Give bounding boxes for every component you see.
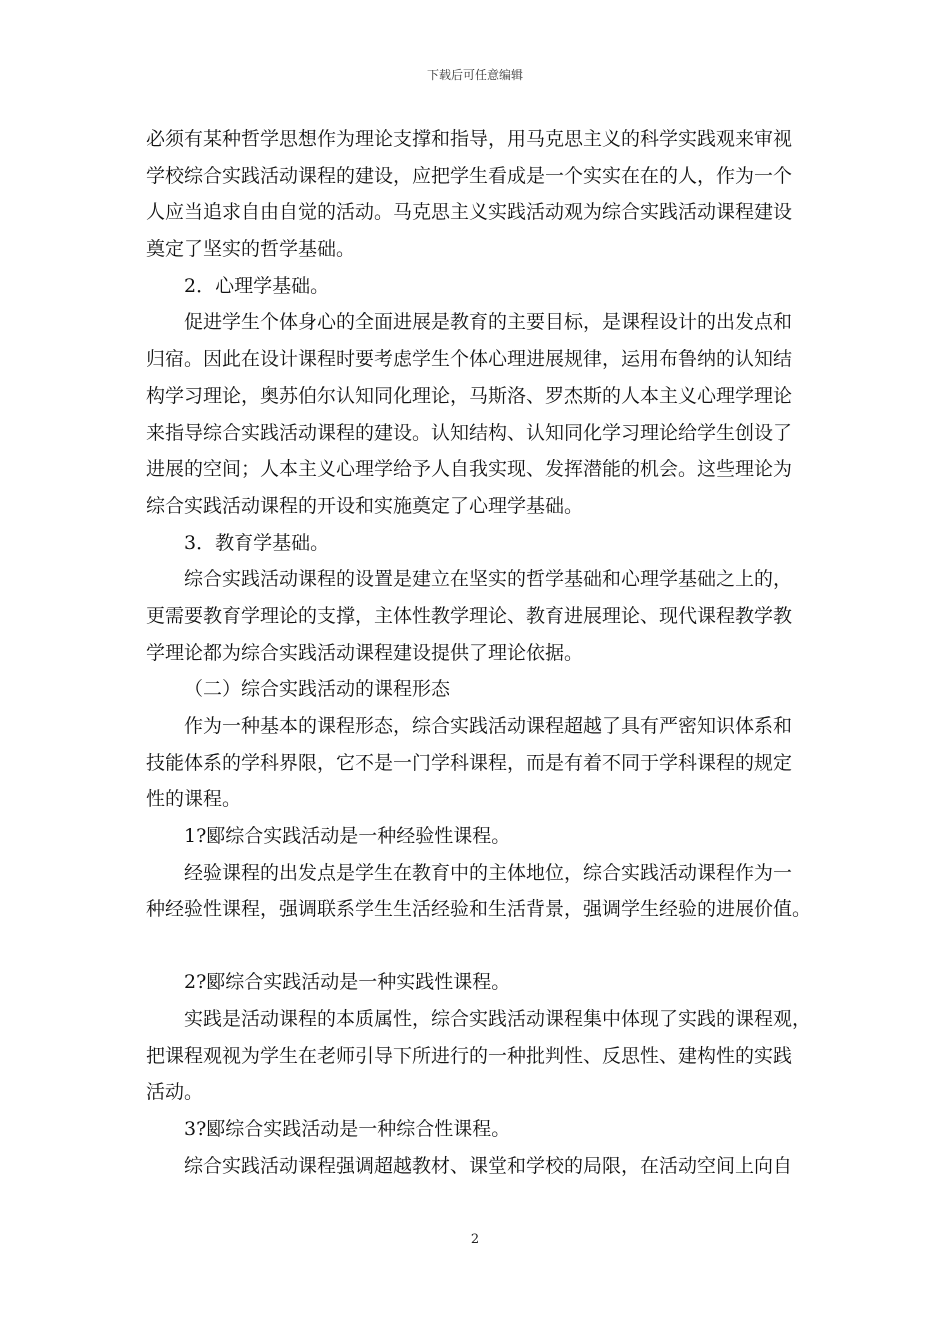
paragraph-start: 促进学生个体身心的全面进展是教育的主要目标，是课程设计的出发点和 (184, 311, 793, 334)
text-line: 综合实践活动课程的开设和实施奠定了心理学基础。 (146, 494, 584, 517)
text-line: 种经验性课程，强调联系学生生活经验和生活背景，强调学生经验的进展价值。 (146, 898, 812, 921)
section-heading-psychology: 2．心理学基础。 (184, 274, 330, 297)
text-line: 性的课程。 (146, 788, 242, 811)
paragraph-start: 综合实践活动课程的设置是建立在坚实的哲学基础和心理学基础之上的， (184, 568, 793, 591)
paragraph-gap (146, 928, 826, 964)
text-line: 技能体系的学科界限，它不是一门学科课程，而是有着不同于学科课程的规定 (146, 751, 793, 774)
paragraph-start: 作为一种基本的课程形态，综合实践活动课程超越了具有严密知识体系和 (184, 715, 793, 737)
paragraph-start: 实践是活动课程的本质属性，综合实践活动课程集中体现了实践的课程观， (184, 1007, 812, 1030)
subheading-experiential: 1?郾综合实践活动是一种经验性课程。 (184, 825, 511, 848)
paragraph-start: 综合实践活动课程强调超越教材、课堂和学校的局限，在活动空间上向自 (184, 1154, 793, 1177)
paragraph-start: 经验课程的出发点是学生在教育中的主体地位，综合实践活动课程作为一 (184, 861, 793, 884)
text-line: 更需要教育学理论的支撑，主体性教学理论、教育进展理论、现代课程教学教 (146, 604, 793, 627)
text-line: 学理论都为综合实践活动课程建设提供了理论依据。 (146, 641, 584, 664)
text-line: 来指导综合实践活动课程的建设。认知结构、认知同化学习理论给学生创设了 (146, 421, 793, 444)
section-heading-course-form: （二）综合实践活动的课程形态 (184, 678, 451, 701)
subheading-comprehensive: 3?郾综合实践活动是一种综合性课程。 (184, 1117, 511, 1140)
text-line: 把课程观视为学生在老师引导下所进行的一种批判性、反思性、建构性的实践 (146, 1044, 793, 1067)
document-body (146, 121, 826, 1184)
text-line: 活动。 (146, 1081, 204, 1104)
section-heading-education: 3．教育学基础。 (184, 531, 330, 554)
page-header: 下载后可任意编辑 (426, 68, 523, 82)
text-line: 归宿。因此在设计课程时要考虑学生个体心理进展规律，运用布鲁纳的认知结 (146, 348, 793, 371)
text-line: 构学习理论，奥苏伯尔认知同化理论，马斯洛、罗杰斯的人本主义心理学理论 (146, 384, 793, 407)
subheading-practical: 2?郾综合实践活动是一种实践性课程。 (184, 971, 511, 994)
text-line: 学校综合实践活动课程的建设，应把学生看成是一个实实在在的人，作为一个 (146, 164, 793, 187)
text-line: 奠定了坚实的哲学基础。 (146, 238, 356, 261)
text-line: 进展的空间；人本主义心理学给予人自我实现、发挥潜能的机会。这些理论为 (146, 458, 793, 481)
text-line: 必须有某种哲学思想作为理论支撑和指导，用马克思主义的科学实践观来审视 (146, 128, 793, 150)
text-line: 人应当追求自由自觉的活动。马克思主义实践活动观为综合实践活动课程建设 (146, 201, 793, 224)
page-number: 2 (470, 1232, 480, 1247)
